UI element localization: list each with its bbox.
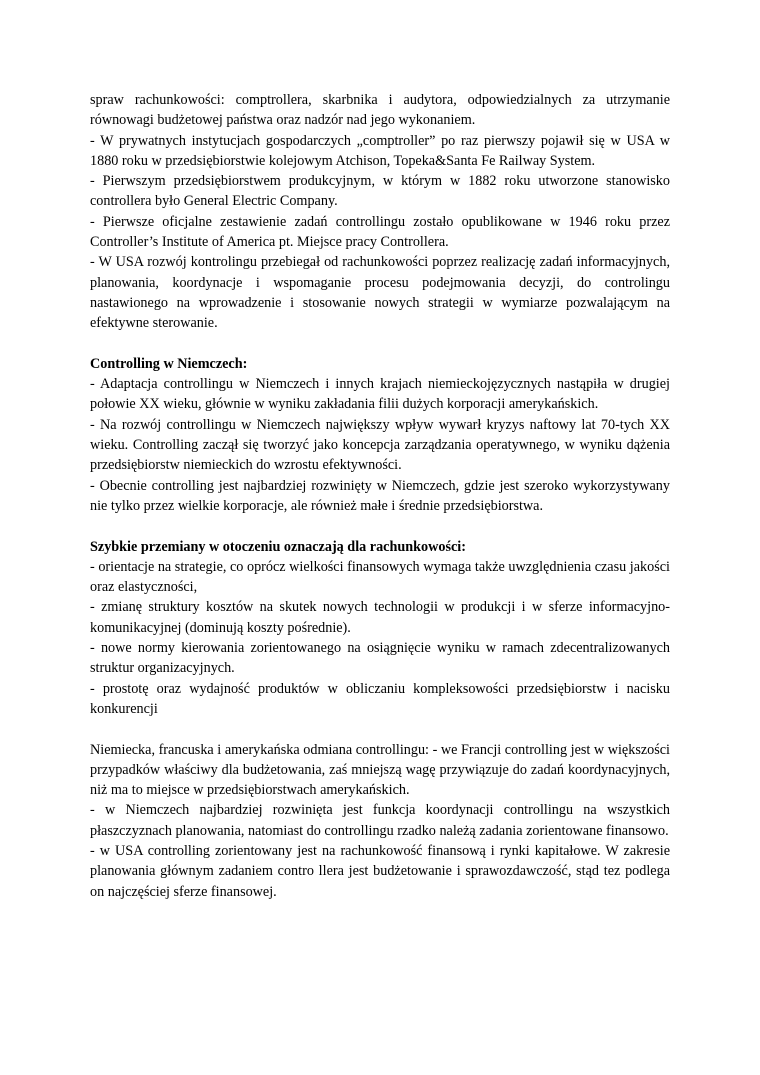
paragraph-spacer	[90, 516, 670, 536]
list-item-simplicity: - prostotę oraz wydajność produktów w obliczaniu kompleksowości przedsiębiorstw i nacisku konkurencji	[90, 680, 670, 717]
paragraph-germany-coordination: - w Niemczech najbardziej rozwinięta jest funkcja koordynacji controllingu na wszystkich płaszczyznach planowania, natomiast do controllingu rzadko należą zadania zorientowane finansowo.	[90, 802, 670, 839]
heading-controlling-germany: Controlling w Niemczech:	[90, 355, 248, 372]
paragraph-usa-financial: - w USA controlling zorientowany jest na rachunkowość finansową i rynki kapitałowe. W zakresie planowania głównym zadaniem contro llera jest budżetowanie i sprawozdawczość, stąd tez podlega on najczęściej sferze finansowej.	[90, 842, 670, 900]
paragraph-comptroller-1880: - W prywatnych instytucjach gospodarczych „comptroller” po raz pierwszy pojawił się w USA w 1880 roku w przedsiębiorstwie kolejowym Atchison, Topeka&Santa Fe Railway System.	[90, 132, 670, 169]
list-item-new-norms: - nowe normy kierowania zorientowanego na osiągnięcie wyniku w ramach zdecentralizowanych struktur organizacyjnych.	[90, 640, 670, 677]
heading-rapid-changes: Szybkie przemiany w otoczeniu oznaczają dla rachunkowości:	[90, 538, 466, 555]
paragraph-oil-crisis: - Na rozwój controllingu w Niemczech największy wpływ wywarł kryzys naftowy lat 70-tych XX wieku. Controlling zaczął się tworzyć jako koncepcja zarządzania operatywnego, w wyniku dążenia przedsiębiorstw niemieckich do wzrostu efektywności.	[90, 416, 670, 474]
paragraph-accounting-roles: spraw rachunkowości: comptrollera, skarbnika i audytora, odpowiedzialnych za utrzymanie równowagi budżetowej państwa oraz nadzór nad jego wykonaniem.	[90, 92, 670, 129]
list-item-cost-structure: - zmianę struktury kosztów na skutek nowych technologii w produkcji i w sferze informacyjno-komunikacyjnej (dominują koszty pośrednie).	[90, 599, 670, 636]
paragraph-controlling-variants: Niemiecka, francuska i amerykańska odmiana controllingu: - we Francji controlling jest w większości przypadków właściwy dla budżetowania, zaś mniejszą wagę przywiązuje do zadań koordynacyjnych, niż ma to miejsce w przedsiębiorstwach amerykańskich.	[90, 741, 670, 799]
paragraph-spacer	[90, 334, 670, 354]
document-page	[90, 90, 670, 902]
paragraph-spacer	[90, 719, 670, 739]
paragraph-general-electric: - Pierwszym przedsiębiorstwem produkcyjnym, w którym w 1882 roku utworzone stanowisko controllera było General Electric Company.	[90, 173, 670, 210]
paragraph-usa-development: - W USA rozwój kontrolingu przebiegał od rachunkowości poprzez realizację zadań informacyjnych, planowania, koordynacje i wspomaganie procesu podejmowania decyzji, do controlingu nastawionego na wprowadzenie i stosowanie nowych strategii w wymiarze pozwalającym na efektywne sterowanie.	[90, 254, 670, 332]
list-item-strategy-orientation: - orientacje na strategie, co oprócz wielkości finansowych wymaga także uwzględnienia czasu jakości oraz elastyczności,	[90, 558, 670, 596]
paragraph-1946-publication: - Pierwsze oficjalne zestawienie zadań controllingu zostało opublikowane w 1946 roku przez Controller’s Institute of America pt. Miejsce pracy Controllera.	[90, 213, 670, 251]
paragraph-germany-today: - Obecnie controlling jest najbardziej rozwinięty w Niemczech, gdzie jest szeroko wykorzystywany nie tylko przez wielkie korporacje, ale również małe i średnie przedsiębiorstwa.	[90, 477, 670, 514]
paragraph-germany-adaptation: - Adaptacja controllingu w Niemczech i innych krajach niemieckojęzycznych nastąpiła w drugiej połowie XX wieku, głównie w wyniku zakładania filii dużych korporacji amerykańskich.	[90, 376, 670, 413]
